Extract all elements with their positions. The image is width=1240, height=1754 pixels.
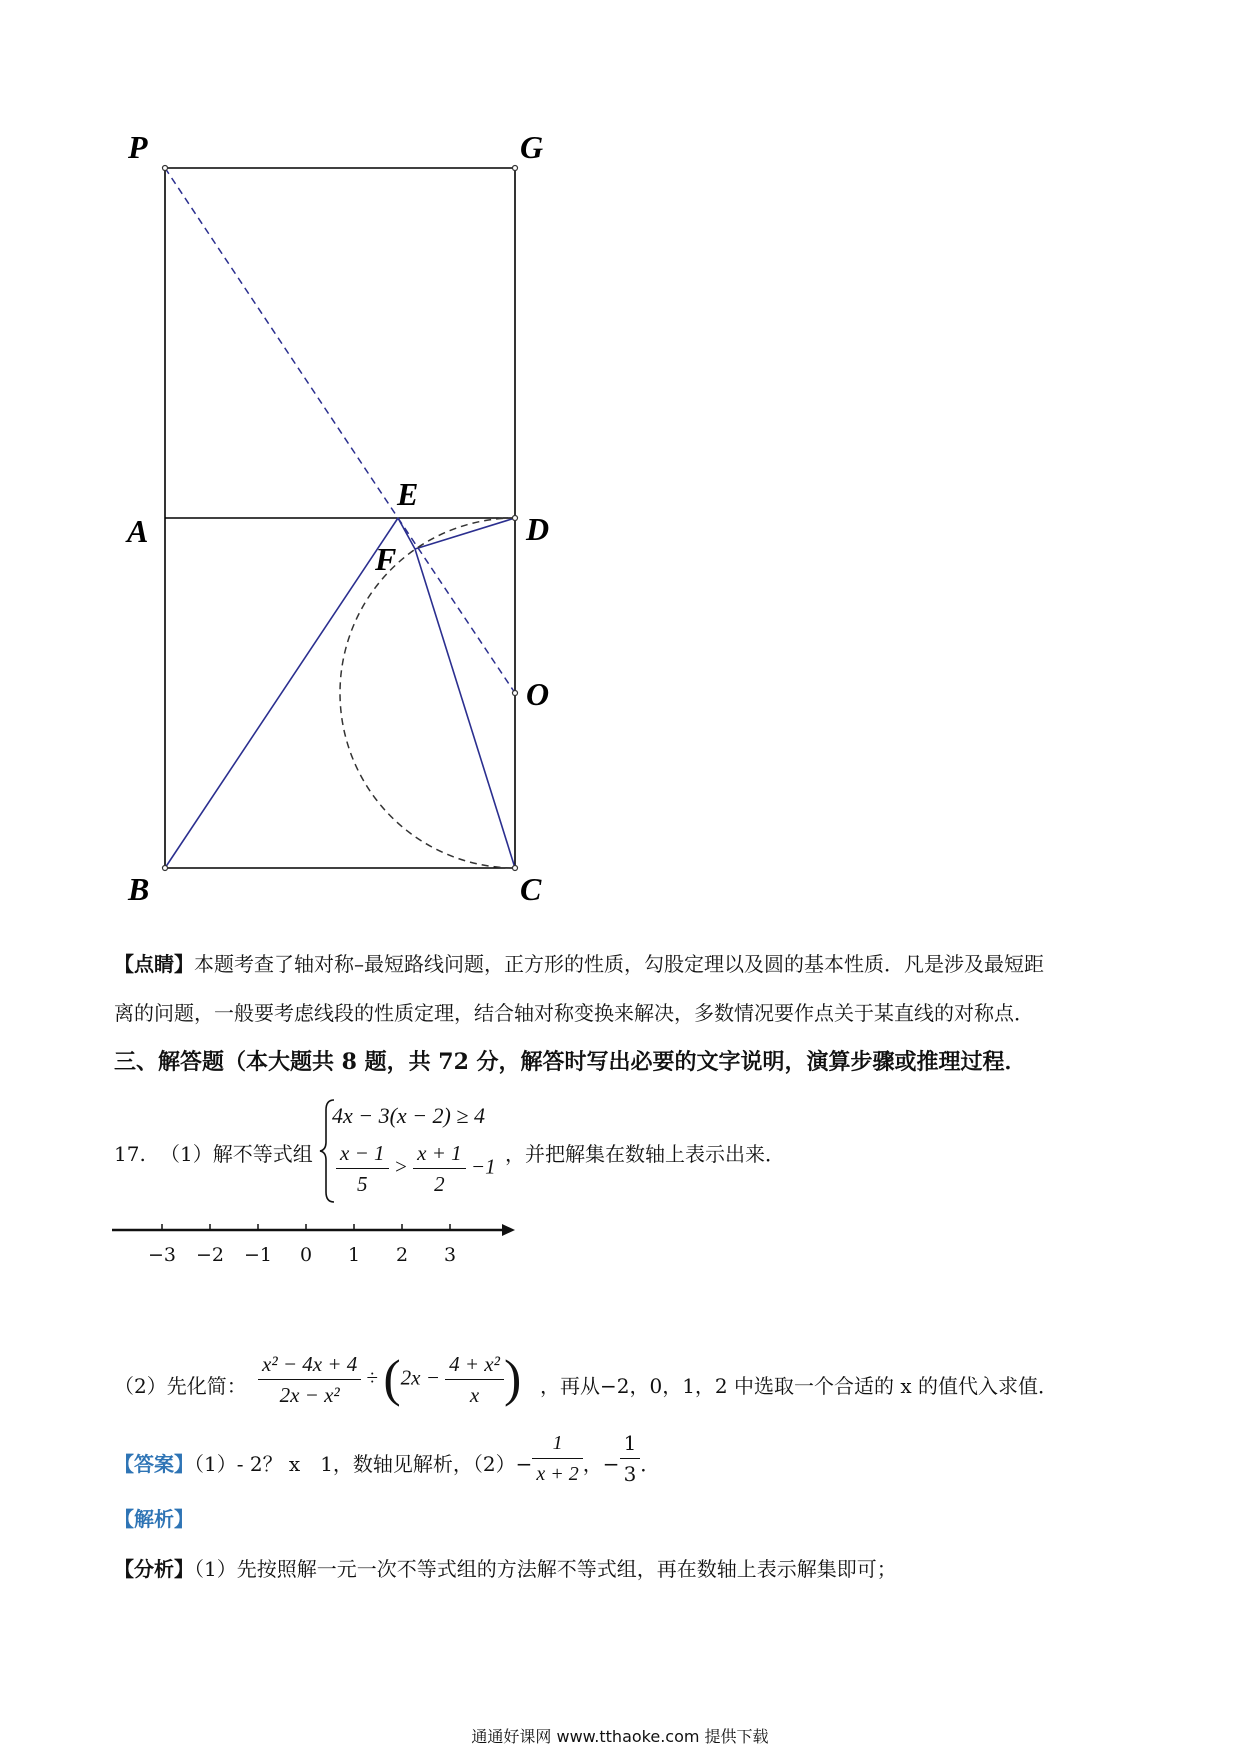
label-E: E	[397, 476, 419, 512]
inequality-1: 4x − 3(x − 2) ≥ 4	[332, 1103, 485, 1128]
geometry-figure	[0, 0, 620, 920]
ineq2-left-frac	[336, 1138, 389, 1199]
arrow-head-icon	[502, 1224, 515, 1236]
inner-den: x	[445, 1379, 504, 1410]
label-A: A	[127, 513, 149, 549]
answer-frac2-num: 1	[623, 1431, 637, 1455]
ineq2-right-frac	[413, 1138, 466, 1199]
ineq2-right-den: 2	[413, 1168, 466, 1199]
segment-PE-dashed	[165, 168, 398, 518]
square-outlines	[165, 168, 515, 868]
number-line	[110, 1216, 520, 1276]
marker-G	[513, 166, 518, 171]
segment-BE	[165, 518, 398, 868]
label-P: P	[128, 129, 148, 165]
expr-den: 2x − x²	[258, 1379, 361, 1410]
analysis-label: 【解析】	[114, 1507, 194, 1531]
tick-label: −1	[243, 1244, 273, 1266]
note-line-2: 离的问题，一般要考虑线段的性质定理，结合轴对称变换来解决，多数情况要作点关于某直线的对称点．	[114, 1001, 1034, 1025]
marker-B	[163, 866, 168, 871]
inner-frac	[445, 1349, 504, 1410]
simplify-expression	[258, 1349, 521, 1410]
dashed-blue	[165, 168, 515, 693]
answer-end: ．	[640, 1452, 661, 1476]
paren-open: (	[383, 1350, 401, 1408]
problem-17-number: 17.	[114, 1142, 146, 1166]
div-sign: ÷	[366, 1365, 379, 1390]
label-F: F	[375, 541, 397, 577]
label-O: O	[526, 676, 550, 712]
expr-frac	[258, 1349, 361, 1410]
problem-17-part2-prefix: （2）先化简：	[114, 1374, 247, 1398]
ineq2-right-num: x + 1	[417, 1141, 462, 1165]
tick-label: 3	[443, 1244, 457, 1266]
answer-sep: ，−	[582, 1452, 620, 1476]
expr-num: x² − 4x + 4	[262, 1352, 358, 1376]
ineq2-tail: −1	[470, 1154, 496, 1179]
fenxi-line	[114, 1555, 897, 1583]
ineq2-op: >	[393, 1154, 408, 1179]
answer-frac-2	[620, 1428, 641, 1489]
label-C: C	[520, 871, 542, 907]
marker-P	[163, 166, 168, 171]
label-D: D	[526, 511, 550, 547]
paren-close: )	[503, 1350, 522, 1408]
inequality-2	[336, 1138, 496, 1199]
label-G: G	[520, 129, 544, 165]
answer-frac-1	[532, 1428, 582, 1489]
note-label: 【点睛】	[114, 952, 194, 976]
segment-FD	[415, 518, 515, 549]
answer-line	[114, 1431, 661, 1489]
tick-label: 0	[299, 1244, 313, 1266]
tick-label: 1	[347, 1244, 361, 1266]
fenxi-text: （1）先按照解一元一次不等式组的方法解不等式组，再在数轴上表示解集即可；	[194, 1557, 897, 1581]
answer-frac1-num: 1	[552, 1432, 563, 1454]
marker-D	[513, 516, 518, 521]
fenxi-label: 【分析】	[114, 1557, 194, 1581]
label-B: B	[128, 871, 150, 907]
marker-C	[513, 866, 518, 871]
inner-lead: 2x −	[400, 1365, 440, 1390]
segment-EO-dashed	[398, 518, 515, 693]
ineq2-left-num: x − 1	[340, 1141, 385, 1165]
note-text-1: 本题考查了轴对称–最短路线问题，正方形的性质，勾股定理以及圆的基本性质．凡是涉及最短距	[194, 952, 1044, 976]
ineq2-left-den: 5	[336, 1168, 389, 1199]
tick-label: −3	[147, 1244, 177, 1266]
segment-FC	[415, 549, 515, 868]
problem-17-part1-prefix: （1）解不等式组	[160, 1142, 313, 1166]
problem-17-part2-suffix: ，再从−2，0，1，2 中选取一个合适的 x 的值代入求值．	[540, 1374, 1059, 1398]
tick-label: −2	[195, 1244, 225, 1266]
section-title: 三、解答题（本大题共 8 题，共 72 分，解答时写出必要的文字说明，演算步骤或推理过程．	[114, 1049, 1027, 1075]
answer-frac1-den: x + 2	[532, 1458, 582, 1489]
answer-part1: （1）- 2？ x 1，数轴见解析，（2）−	[194, 1452, 533, 1476]
inner-num: 4 + x²	[449, 1352, 500, 1376]
blue-segments	[165, 518, 515, 868]
note-line-1	[114, 950, 1044, 978]
tick-label: 2	[395, 1244, 409, 1266]
dashed-arc	[340, 518, 515, 868]
page-footer: 通通好课网 www.tthaoke.com 提供下载	[471, 1727, 769, 1746]
marker-O	[513, 691, 518, 696]
answer-label: 【答案】	[114, 1452, 194, 1476]
answer-frac2-den: 3	[620, 1458, 641, 1489]
problem-17-part1-suffix: ，并把解集在数轴上表示出来．	[505, 1142, 785, 1166]
